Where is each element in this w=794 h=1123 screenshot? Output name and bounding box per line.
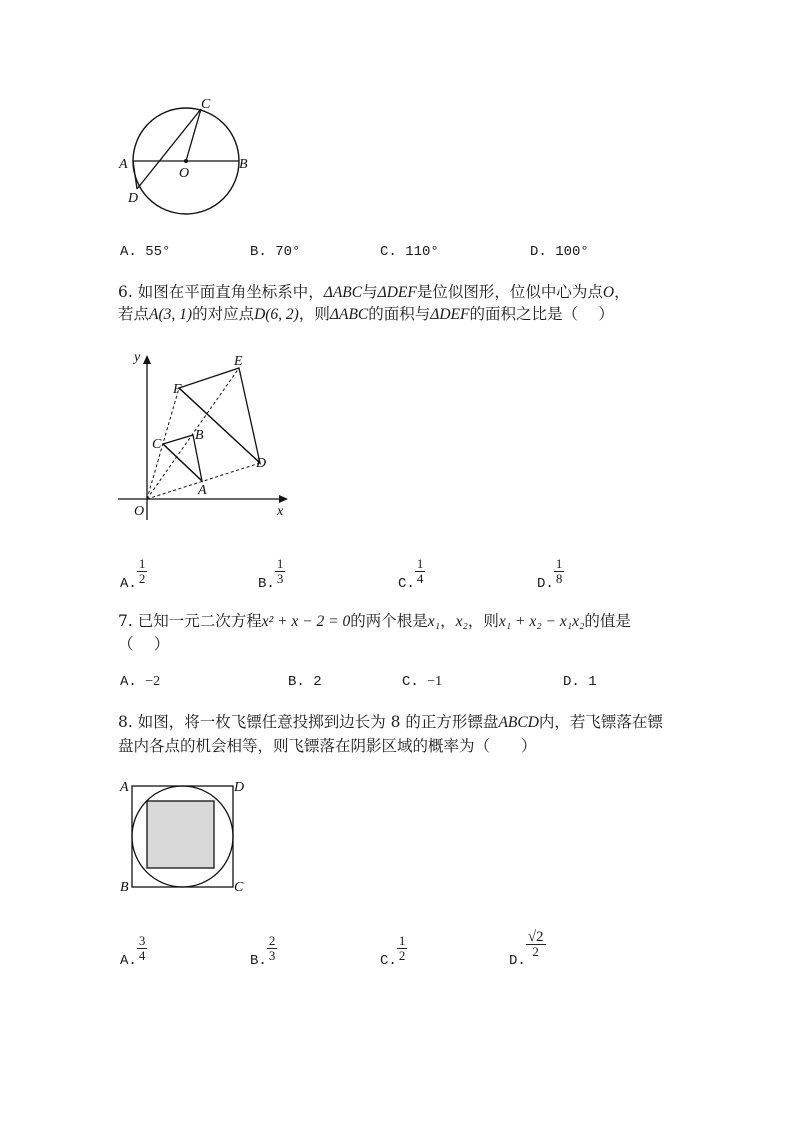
q5-radius-oc bbox=[186, 109, 201, 161]
q6-option-c-letter: C. bbox=[398, 576, 415, 593]
q6-label-c: C bbox=[152, 437, 162, 452]
q8-option-b-num: 2 bbox=[268, 933, 276, 948]
q5-option-b-text: 70° bbox=[275, 244, 301, 260]
q8-square-figure bbox=[110, 772, 260, 900]
q8-label-d: D bbox=[234, 780, 245, 795]
q6-line1-end: ， bbox=[614, 283, 630, 301]
q6-option-a-num: 1 bbox=[138, 556, 146, 571]
q8-option-c[interactable] bbox=[380, 933, 407, 970]
q7-mid: 的两个根是 bbox=[350, 612, 428, 630]
q6-option-a[interactable] bbox=[120, 556, 147, 593]
q6-label-f: F bbox=[173, 382, 182, 397]
q6-option-a-letter: A. bbox=[120, 576, 137, 593]
q5-option-d-letter: D. bbox=[530, 244, 547, 260]
q6-option-d-den: 8 bbox=[555, 571, 563, 586]
q8-option-c-num: 1 bbox=[398, 933, 406, 948]
q6-line2-prefix: 若点 bbox=[118, 305, 150, 323]
q6-label-o: O bbox=[134, 504, 145, 519]
q5-chord-dc bbox=[137, 109, 201, 189]
q6-line2-mid3: 的面积与 bbox=[368, 305, 431, 323]
q7-option-b-letter: B. bbox=[288, 674, 305, 690]
q5-label-d: D bbox=[128, 191, 139, 206]
q7-expression: x₁ + x₂ − x₁x₂ bbox=[498, 613, 585, 630]
q6-option-d-num: 1 bbox=[555, 556, 563, 571]
q5-center-dot bbox=[184, 159, 188, 163]
q6-label-d: D bbox=[256, 456, 267, 471]
q7-line2 bbox=[118, 632, 169, 656]
q6-line2-triangle-def: ΔDEF bbox=[430, 306, 470, 323]
q6-center-o: O bbox=[602, 284, 615, 301]
q8-option-b-fraction bbox=[267, 934, 278, 963]
q7-root-x1: x₁ bbox=[427, 613, 441, 630]
q7-answer-bracket: （ ） bbox=[118, 635, 170, 653]
q8-line1-suffix: 内，若飞镖落在镖 bbox=[538, 713, 663, 731]
q7-option-d-text: 1 bbox=[588, 674, 597, 690]
q8-option-c-fraction bbox=[397, 934, 408, 963]
q6-option-a-fraction bbox=[137, 557, 148, 586]
q8-line1 bbox=[118, 710, 663, 735]
q8-option-b-letter: B. bbox=[250, 953, 267, 970]
q5-option-b[interactable] bbox=[250, 244, 300, 260]
q7-option-c[interactable] bbox=[402, 674, 442, 690]
q8-option-a-fraction bbox=[137, 934, 148, 963]
q5-option-c-letter: C. bbox=[380, 244, 397, 260]
q5-option-b-letter: B. bbox=[250, 244, 267, 260]
q7-option-c-text: −1 bbox=[427, 674, 443, 689]
q5-option-d-text: 100° bbox=[555, 244, 589, 260]
q6-label-b: B bbox=[195, 428, 204, 443]
q5-option-a[interactable] bbox=[120, 244, 170, 260]
q6-option-c-num: 1 bbox=[416, 556, 424, 571]
q6-line2-triangle-abc: ΔABC bbox=[329, 306, 369, 323]
q6-option-c-den: 4 bbox=[416, 571, 424, 586]
q7-comma: ， bbox=[440, 612, 456, 630]
q6-line1-mid: 与 bbox=[362, 283, 378, 301]
q8-option-b[interactable] bbox=[250, 933, 277, 970]
q7-option-b[interactable] bbox=[288, 674, 322, 690]
q8-option-d-fraction bbox=[526, 930, 546, 959]
q8-label-b: B bbox=[120, 880, 129, 895]
q6-option-b-num: 1 bbox=[276, 556, 284, 571]
q8-label-a: A bbox=[120, 780, 129, 795]
q8-square-name: ABCD bbox=[498, 714, 539, 731]
q6-label-y: y bbox=[134, 350, 141, 365]
q6-line2-mid2: ，则 bbox=[298, 305, 330, 323]
q8-label-c: C bbox=[234, 880, 244, 895]
q6-option-c-fraction bbox=[415, 557, 426, 586]
q6-ray-oe bbox=[147, 368, 239, 499]
q6-large-figure-def bbox=[179, 368, 260, 463]
q8-option-d-num: √2 bbox=[527, 929, 544, 945]
q6-y-axis-arrow bbox=[143, 355, 151, 364]
q8-option-a-num: 3 bbox=[138, 933, 146, 948]
q7-option-b-text: 2 bbox=[313, 674, 322, 690]
q6-option-b-fraction bbox=[275, 557, 286, 586]
q7-option-d-letter: D. bbox=[563, 674, 580, 690]
q5-option-a-letter: A. bbox=[120, 244, 137, 260]
q6-option-d[interactable] bbox=[537, 556, 564, 593]
q6-option-b-letter: B. bbox=[258, 576, 275, 593]
q5-label-c: C bbox=[201, 97, 211, 112]
q6-point-d: D(6, 2) bbox=[254, 306, 299, 323]
q6-line1-prefix: 6. 如图在平面直角坐标系中， bbox=[118, 283, 324, 301]
q8-option-a-den: 4 bbox=[138, 948, 146, 963]
q6-option-c[interactable] bbox=[398, 556, 425, 593]
q6-line1-suffix: 是位似图形，位似中心为点 bbox=[416, 283, 603, 301]
q7-option-a[interactable] bbox=[120, 674, 160, 690]
q5-label-a: A bbox=[119, 157, 128, 172]
q8-option-c-letter: C. bbox=[380, 953, 397, 970]
q6-coordinate-figure bbox=[110, 345, 300, 525]
q8-option-a-letter: A. bbox=[120, 953, 137, 970]
q6-line2-mid: 的对应点 bbox=[192, 305, 255, 323]
q7-option-c-letter: C. bbox=[402, 674, 419, 690]
q5-label-o: O bbox=[179, 166, 190, 181]
q7-equation: x² + x − 2 = 0 bbox=[261, 613, 351, 630]
q7-suffix: 的值是 bbox=[584, 612, 631, 630]
q6-x-axis-arrow bbox=[279, 495, 288, 503]
q8-option-d[interactable] bbox=[509, 929, 546, 970]
q8-line2 bbox=[118, 734, 537, 758]
q8-shaded-square bbox=[147, 801, 214, 868]
q8-line1-prefix: 8. 如图，将一枚飞镖任意投掷到边长为 8 的正方形镖盘 bbox=[118, 713, 499, 731]
q6-line2-suffix: 的面积之比是（ ） bbox=[469, 305, 614, 323]
q6-label-x: x bbox=[277, 504, 284, 519]
q6-option-b-den: 3 bbox=[276, 571, 284, 586]
q5-circle-figure bbox=[110, 90, 270, 230]
q8-option-d-letter: D. bbox=[509, 953, 526, 970]
q5-option-c[interactable] bbox=[380, 244, 439, 260]
q6-option-d-letter: D. bbox=[537, 576, 554, 593]
q8-option-b-den: 3 bbox=[268, 948, 276, 963]
q6-large-diagonal-fd bbox=[179, 388, 260, 463]
q5-option-c-text: 110° bbox=[405, 244, 439, 260]
q6-line2 bbox=[118, 302, 614, 327]
q5-option-d[interactable] bbox=[530, 244, 589, 260]
q6-label-e: E bbox=[234, 354, 243, 369]
q6-label-a: A bbox=[198, 483, 207, 498]
q8-option-a[interactable] bbox=[120, 933, 147, 970]
q8-line2-text: 盘内各点的机会相等，则飞镖落在阴影区域的概率为（ ） bbox=[118, 737, 537, 755]
q8-option-c-den: 2 bbox=[398, 948, 406, 963]
q8-option-d-den: 2 bbox=[532, 944, 539, 959]
q7-option-d[interactable] bbox=[563, 674, 597, 690]
q6-triangle-def: ΔDEF bbox=[377, 284, 417, 301]
q6-option-b[interactable] bbox=[258, 556, 285, 593]
q7-root-x2: x₂ bbox=[455, 613, 468, 630]
q6-point-a: A(3, 1) bbox=[149, 306, 193, 323]
q5-chord-ad bbox=[133, 161, 137, 189]
q7-line1 bbox=[118, 609, 631, 634]
q7-prefix: 7. 已知一元二次方程 bbox=[118, 612, 262, 630]
q5-option-a-text: 55° bbox=[145, 244, 171, 260]
q6-option-a-den: 2 bbox=[138, 571, 146, 586]
q7-option-a-letter: A. bbox=[120, 674, 137, 690]
q6-option-d-fraction bbox=[554, 557, 565, 586]
q6-triangle-abc: ΔABC bbox=[323, 284, 363, 301]
q7-option-a-text: −2 bbox=[145, 674, 161, 689]
q5-label-b: B bbox=[239, 157, 248, 172]
q7-mid2: ，则 bbox=[467, 612, 499, 630]
